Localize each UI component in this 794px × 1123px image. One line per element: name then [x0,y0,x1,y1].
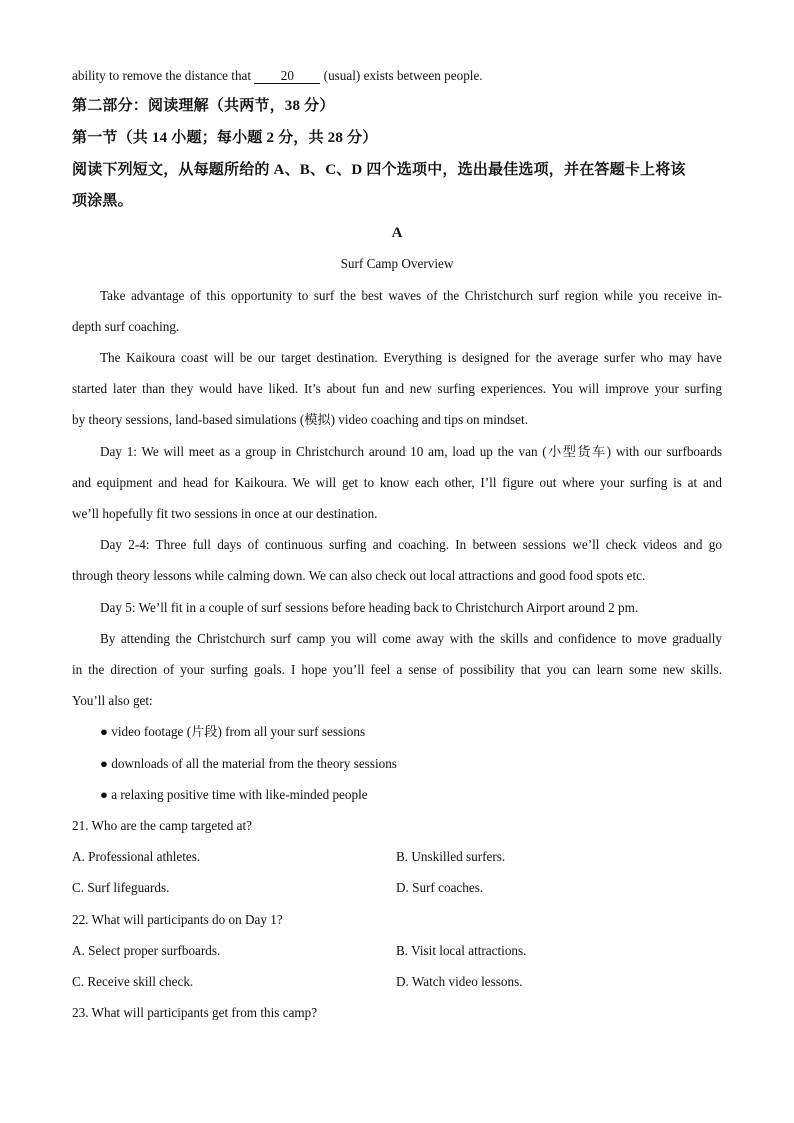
option-d: D. Watch video lessons. [396,974,523,989]
option-b: B. Visit local attractions. [396,943,527,958]
paragraph-line: You’ll also get: [72,693,153,708]
paragraph-line: Day 5: We’ll fit in a couple of surf sessions before heading back to Christchurch Airport around 2 pm. [100,600,639,615]
paragraph-line: started later than they would have liked. It’s about fun and new surfing experiences. You will improve your surfing [72,381,722,396]
paragraph-line: Take advantage of this opportunity to surf the best waves of the Christchurch surf region while you receive in- [100,288,722,303]
question-stem: 22. What will participants do on Day 1? [72,912,283,927]
paragraph-line: through theory lessons while calming down. We can also check out local attractions and good food spots etc. [72,568,646,583]
section1-title: 第一节（共 14 小题；每小题 2 分，共 28 分） [72,130,378,146]
paragraph-line: Day 2-4: Three full days of continuous surfing and coaching. In between sessions we’ll check videos and go [100,537,722,552]
paragraph-line: we’ll hopefully fit two sessions in once at our destination. [72,506,378,521]
option-a: A. Select proper surfboards. [72,943,221,958]
paragraph-line: in the direction of your surfing goals. I hope you’ll feel a sense of possibility that you can learn some new skills. [72,662,722,677]
top-line-after: (usual) exists between people. [323,68,483,83]
instructions-line-1: 阅读下列短文，从每题所给的 A、B、C、D 四个选项中，选出最佳选项，并在答题卡上将该 [72,162,686,178]
paragraph-line: and equipment and head for Kaikoura. We will get to know each other, I’ll figure out where your surfing is at and [72,475,722,490]
top-line-before: ability to remove the distance that [72,68,252,83]
bullet-item: ● downloads of all the material from the theory sessions [100,756,397,771]
question-stem: 23. What will participants get from this camp? [72,1005,318,1020]
passage-label: A [391,225,403,241]
option-d: D. Surf coaches. [396,880,484,895]
paragraph-line: Day 1: We will meet as a group in Christchurch around 10 am, load up the van (小型货车) with our surfboards [100,444,722,459]
paragraph-line: depth surf coaching. [72,319,180,334]
paragraph-line: By attending the Christchurch surf camp you will come away with the skills and confidence to move gradually [100,631,722,646]
option-a: A. Professional athletes. [72,849,201,864]
paragraph-line: by theory sessions, land-based simulations (模拟) video coaching and tips on mindset. [72,412,528,427]
paragraph-line: The Kaikoura coast will be our target destination. Everything is designed for the average surfer who may have [100,350,722,365]
instructions-line-2: 项涂黑。 [72,193,133,209]
bullet-item: ● video footage (片段) from all your surf sessions [100,724,366,739]
passage-title: Surf Camp Overview [340,256,454,271]
question-stem: 21. Who are the camp targeted at? [72,818,253,833]
part2-title: 第二部分：阅读理解（共两节，38 分） [72,98,335,114]
top-continuation-line [72,67,483,85]
bullet-item: ● a relaxing positive time with like-minded people [100,787,368,802]
option-c: C. Receive skill check. [72,974,194,989]
option-c: C. Surf lifeguards. [72,880,170,895]
answer-blank: 20 [254,69,320,84]
option-b: B. Unskilled surfers. [396,849,506,864]
